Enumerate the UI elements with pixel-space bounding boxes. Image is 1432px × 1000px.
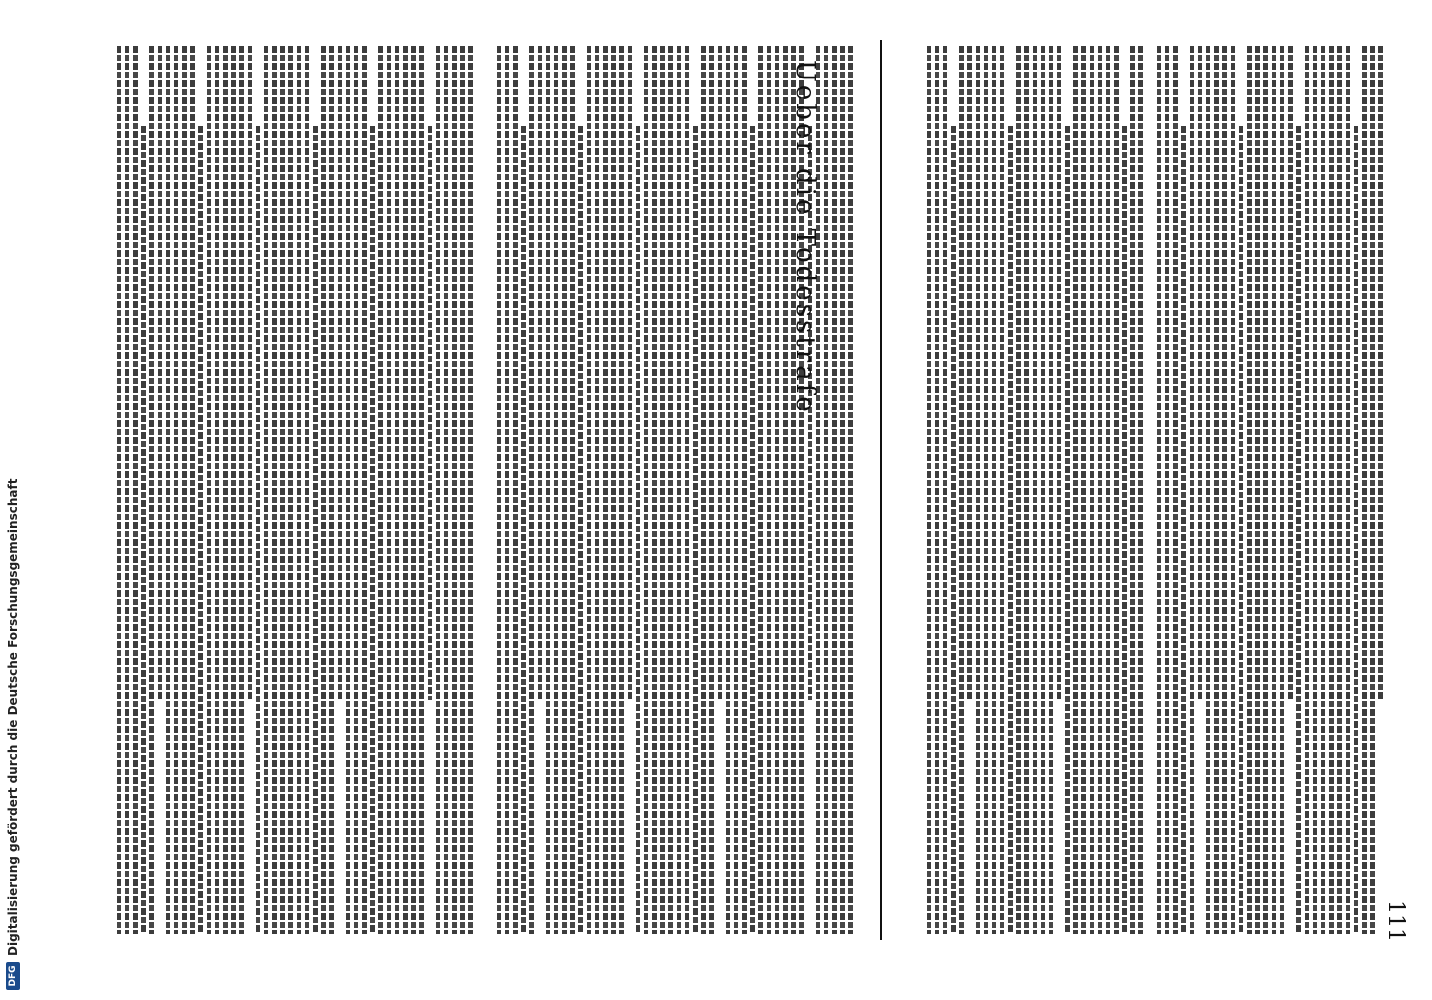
text-line (1041, 46, 1045, 934)
text-line (570, 46, 575, 934)
text-line (660, 46, 665, 934)
text-line (1122, 126, 1126, 934)
text-line (149, 46, 154, 934)
text-line (783, 46, 788, 934)
page-number: 111 (1383, 900, 1408, 942)
text-line (685, 46, 690, 934)
text-line (1181, 126, 1186, 934)
text-line (1288, 46, 1293, 700)
text-line (1263, 46, 1268, 934)
text-line (587, 46, 592, 934)
text-line (239, 46, 244, 934)
text-line (1337, 46, 1342, 934)
text-line (611, 46, 616, 934)
text-line (1305, 46, 1310, 934)
text-line (1065, 126, 1069, 934)
text-line (264, 46, 269, 934)
text-line (1073, 46, 1077, 934)
text-line (1272, 46, 1277, 934)
text-line (578, 126, 583, 934)
text-line (1098, 46, 1102, 934)
text-line (967, 46, 971, 700)
text-line (935, 46, 939, 934)
text-line (444, 46, 449, 934)
text-line (1198, 46, 1203, 700)
text-line (1024, 46, 1028, 934)
text-line (141, 126, 146, 934)
text-line (1016, 46, 1020, 934)
text-line (709, 46, 714, 934)
text-line (419, 46, 424, 934)
text-line (1222, 46, 1227, 934)
text-line (603, 46, 608, 934)
text-line (1173, 46, 1178, 934)
text-line (521, 126, 526, 934)
text-line (927, 46, 931, 934)
text-line (362, 46, 367, 934)
digitization-footer (6, 479, 20, 990)
text-line (644, 46, 649, 934)
text-line (750, 126, 755, 934)
text-line (726, 46, 731, 934)
text-line (313, 126, 318, 934)
text-line (395, 46, 400, 934)
text-line (951, 126, 955, 934)
text-line (338, 46, 343, 700)
text-line (1378, 46, 1383, 700)
text-line (1370, 46, 1375, 934)
text-line (256, 126, 261, 934)
text-line (1214, 46, 1219, 934)
text-line (1157, 46, 1162, 934)
text-line (215, 46, 220, 934)
text-line (677, 46, 682, 934)
text-line (1138, 46, 1142, 934)
text-line (346, 46, 351, 934)
text-line (1033, 46, 1037, 934)
text-line (848, 46, 853, 934)
text-line (636, 126, 641, 934)
text-line (174, 46, 179, 934)
digitization-footer-text: Digitalisierung gefördert durch die Deutsche Forschungsgemeinschaft (6, 478, 20, 956)
text-line (652, 46, 657, 934)
text-line (1057, 46, 1061, 700)
text-line (411, 46, 416, 934)
text-line (1049, 46, 1053, 934)
text-line (1008, 126, 1012, 934)
text-line (701, 46, 706, 934)
text-line (693, 126, 698, 934)
text-line (133, 46, 138, 934)
text-line (1255, 46, 1260, 934)
text-line (619, 46, 624, 934)
dfg-logo-icon: DFG (6, 962, 20, 990)
text-line (460, 46, 465, 934)
text-line (428, 126, 433, 700)
running-header-title: Ueber die Todesstrafe (790, 60, 820, 415)
text-line (1329, 46, 1334, 934)
text-line (468, 46, 473, 934)
text-line (554, 46, 559, 934)
text-line (718, 46, 723, 700)
text-line (387, 46, 392, 934)
page-gutter-rule (880, 40, 882, 940)
text-line (959, 46, 963, 934)
text-line (166, 46, 171, 934)
text-line (1346, 46, 1351, 934)
text-line (370, 126, 375, 934)
text-line (1362, 46, 1367, 934)
text-line (1280, 46, 1285, 934)
text-line (943, 46, 947, 934)
text-line (190, 46, 195, 934)
text-line (1313, 46, 1318, 934)
text-line (125, 46, 130, 934)
text-line (775, 46, 780, 934)
book-page-spread (95, 40, 1405, 940)
text-line (378, 46, 383, 934)
right-page-text-column-2 (1155, 40, 1385, 940)
text-line (158, 46, 163, 700)
text-line (354, 46, 359, 934)
text-line (117, 46, 122, 934)
text-line (984, 46, 988, 934)
right-page-text-column (925, 40, 1145, 940)
text-line (976, 46, 980, 934)
text-line (1000, 46, 1004, 934)
text-line (1081, 46, 1085, 934)
text-line (668, 46, 673, 934)
text-line (562, 46, 567, 934)
text-line (1321, 46, 1326, 934)
text-line (329, 46, 334, 934)
text-line (403, 46, 408, 934)
text-line (272, 46, 277, 934)
text-line (758, 46, 763, 934)
text-line (595, 46, 600, 934)
text-line (288, 46, 293, 934)
left-page-text-column (115, 40, 475, 940)
text-line (1114, 46, 1118, 934)
text-line (505, 46, 510, 934)
text-line (1190, 46, 1195, 934)
text-line (546, 46, 551, 934)
text-line (1106, 46, 1110, 934)
text-line (1165, 46, 1170, 934)
text-line (321, 46, 326, 934)
text-line (767, 46, 772, 934)
text-line (198, 126, 203, 934)
text-line (436, 46, 441, 934)
text-line (1090, 46, 1094, 934)
text-line (1130, 46, 1134, 934)
text-line (529, 46, 534, 934)
text-line (1296, 126, 1301, 934)
text-line (538, 46, 543, 700)
text-line (1231, 46, 1236, 934)
text-line (824, 46, 829, 934)
text-line (628, 46, 633, 700)
text-line (742, 46, 747, 934)
text-line (992, 46, 996, 934)
text-line (1239, 126, 1244, 934)
text-line (231, 46, 236, 934)
text-line (297, 46, 302, 934)
text-line (734, 46, 739, 934)
text-line (248, 46, 253, 700)
text-line (223, 46, 228, 934)
text-line (1247, 46, 1252, 934)
text-line (305, 46, 310, 934)
text-line (832, 46, 837, 934)
text-line (452, 46, 457, 934)
text-line (207, 46, 212, 934)
text-line (497, 46, 502, 934)
text-line (280, 46, 285, 934)
text-line (840, 46, 845, 934)
text-line (182, 46, 187, 934)
text-line (513, 46, 518, 934)
text-line (1354, 126, 1359, 934)
text-line (1206, 46, 1211, 934)
